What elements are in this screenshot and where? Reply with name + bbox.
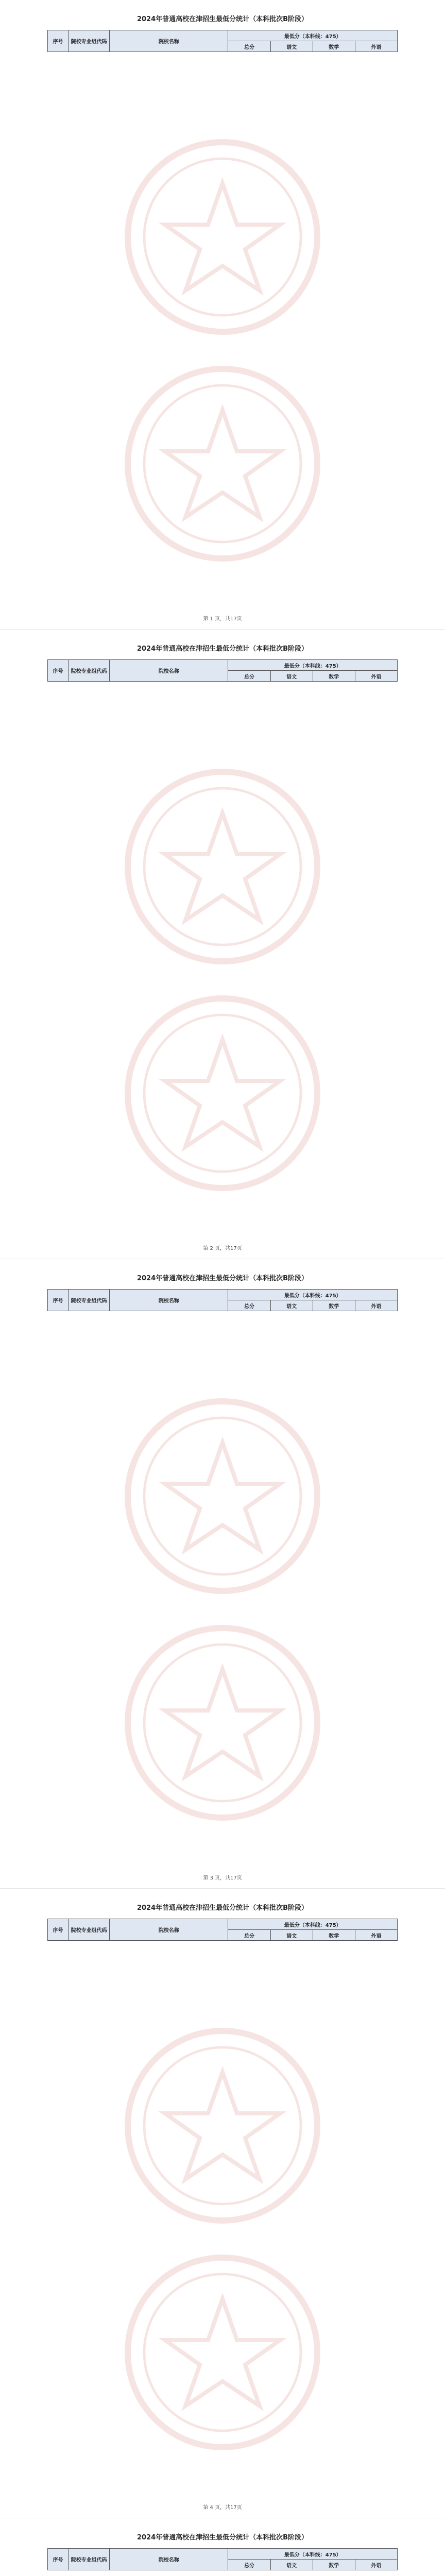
admission-score-table (47, 2548, 398, 2570)
document-page (0, 1889, 445, 2518)
column-header-math: 数学 (313, 41, 355, 52)
column-header-math: 数学 (313, 1930, 355, 1941)
document-page (0, 0, 445, 630)
page-title: 2024年普通高校在津招生最低分统计（本科批次B阶段） (136, 1275, 309, 1282)
column-header-total: 总分 (228, 1930, 270, 1941)
column-header-code: 院校专业组代码 (69, 1919, 110, 1941)
column-header-name: 院校名称 (110, 1919, 228, 1941)
admission-score-table (47, 1289, 398, 1311)
page-footer: 第 3 页，共17页 (203, 1875, 242, 1881)
column-header-name: 院校名称 (110, 30, 228, 52)
column-header-seq: 序号 (48, 1290, 69, 1311)
column-header-name: 院校名称 (110, 2549, 228, 2570)
column-group-header-min-score: 最低分（本科线：475） (228, 2549, 398, 2560)
column-header-math: 数学 (313, 1300, 355, 1311)
admission-score-table (47, 659, 398, 682)
column-header-total: 总分 (228, 671, 270, 682)
watermark-seal-icon (119, 1620, 326, 1826)
column-group-header-min-score: 最低分（本科线：475） (228, 1290, 398, 1300)
column-header-chinese: 语文 (270, 671, 313, 682)
column-header-math: 数学 (313, 671, 355, 682)
column-header-foreign: 外语 (355, 2560, 397, 2570)
page-footer: 第 4 页，共17页 (203, 2505, 242, 2511)
column-header-total: 总分 (228, 2560, 270, 2570)
column-header-foreign: 外语 (355, 1930, 397, 1941)
document-page (0, 630, 445, 1259)
column-header-name: 院校名称 (110, 660, 228, 682)
column-header-code: 院校专业组代码 (69, 1290, 110, 1311)
column-group-header-min-score: 最低分（本科线：475） (228, 30, 398, 41)
watermark-seal-icon (119, 361, 326, 567)
column-header-foreign: 外语 (355, 1300, 397, 1311)
column-header-chinese: 语文 (270, 41, 313, 52)
admission-score-table (47, 1919, 398, 1941)
document-page (0, 2518, 445, 2576)
column-header-seq: 序号 (48, 30, 69, 52)
column-header-foreign: 外语 (355, 41, 397, 52)
column-header-code: 院校专业组代码 (69, 660, 110, 682)
column-header-seq: 序号 (48, 660, 69, 682)
page-footer: 第 1 页，共17页 (203, 616, 242, 622)
watermark-seal-icon (119, 1393, 326, 1599)
page-footer: 第 2 页，共17页 (203, 1246, 242, 1251)
page-title: 2024年普通高校在津招生最低分统计（本科批次B阶段） (136, 2534, 309, 2541)
column-header-code: 院校专业组代码 (69, 2549, 110, 2570)
column-header-code: 院校专业组代码 (69, 30, 110, 52)
column-group-header-min-score: 最低分（本科线：475） (228, 660, 398, 671)
column-header-chinese: 语文 (270, 1300, 313, 1311)
watermark-seal-icon (119, 134, 326, 340)
column-header-name: 院校名称 (110, 1290, 228, 1311)
column-header-math: 数学 (313, 2560, 355, 2570)
column-header-chinese: 语文 (270, 2560, 313, 2570)
page-title: 2024年普通高校在津招生最低分统计（本科批次B阶段） (136, 645, 309, 653)
watermark-seal-icon (119, 990, 326, 1196)
column-header-total: 总分 (228, 1300, 270, 1311)
watermark-seal-icon (119, 2249, 326, 2455)
watermark-seal-icon (119, 764, 326, 970)
column-header-foreign: 外语 (355, 671, 397, 682)
column-header-seq: 序号 (48, 1919, 69, 1941)
watermark-seal-icon (119, 2023, 326, 2229)
column-header-total: 总分 (228, 41, 270, 52)
column-header-chinese: 语文 (270, 1930, 313, 1941)
page-title: 2024年普通高校在津招生最低分统计（本科批次B阶段） (136, 15, 309, 23)
column-header-seq: 序号 (48, 2549, 69, 2570)
column-group-header-min-score: 最低分（本科线：475） (228, 1919, 398, 1930)
page-title: 2024年普通高校在津招生最低分统计（本科批次B阶段） (136, 1904, 309, 1912)
document-page (0, 1259, 445, 1889)
admission-score-table (47, 30, 398, 52)
